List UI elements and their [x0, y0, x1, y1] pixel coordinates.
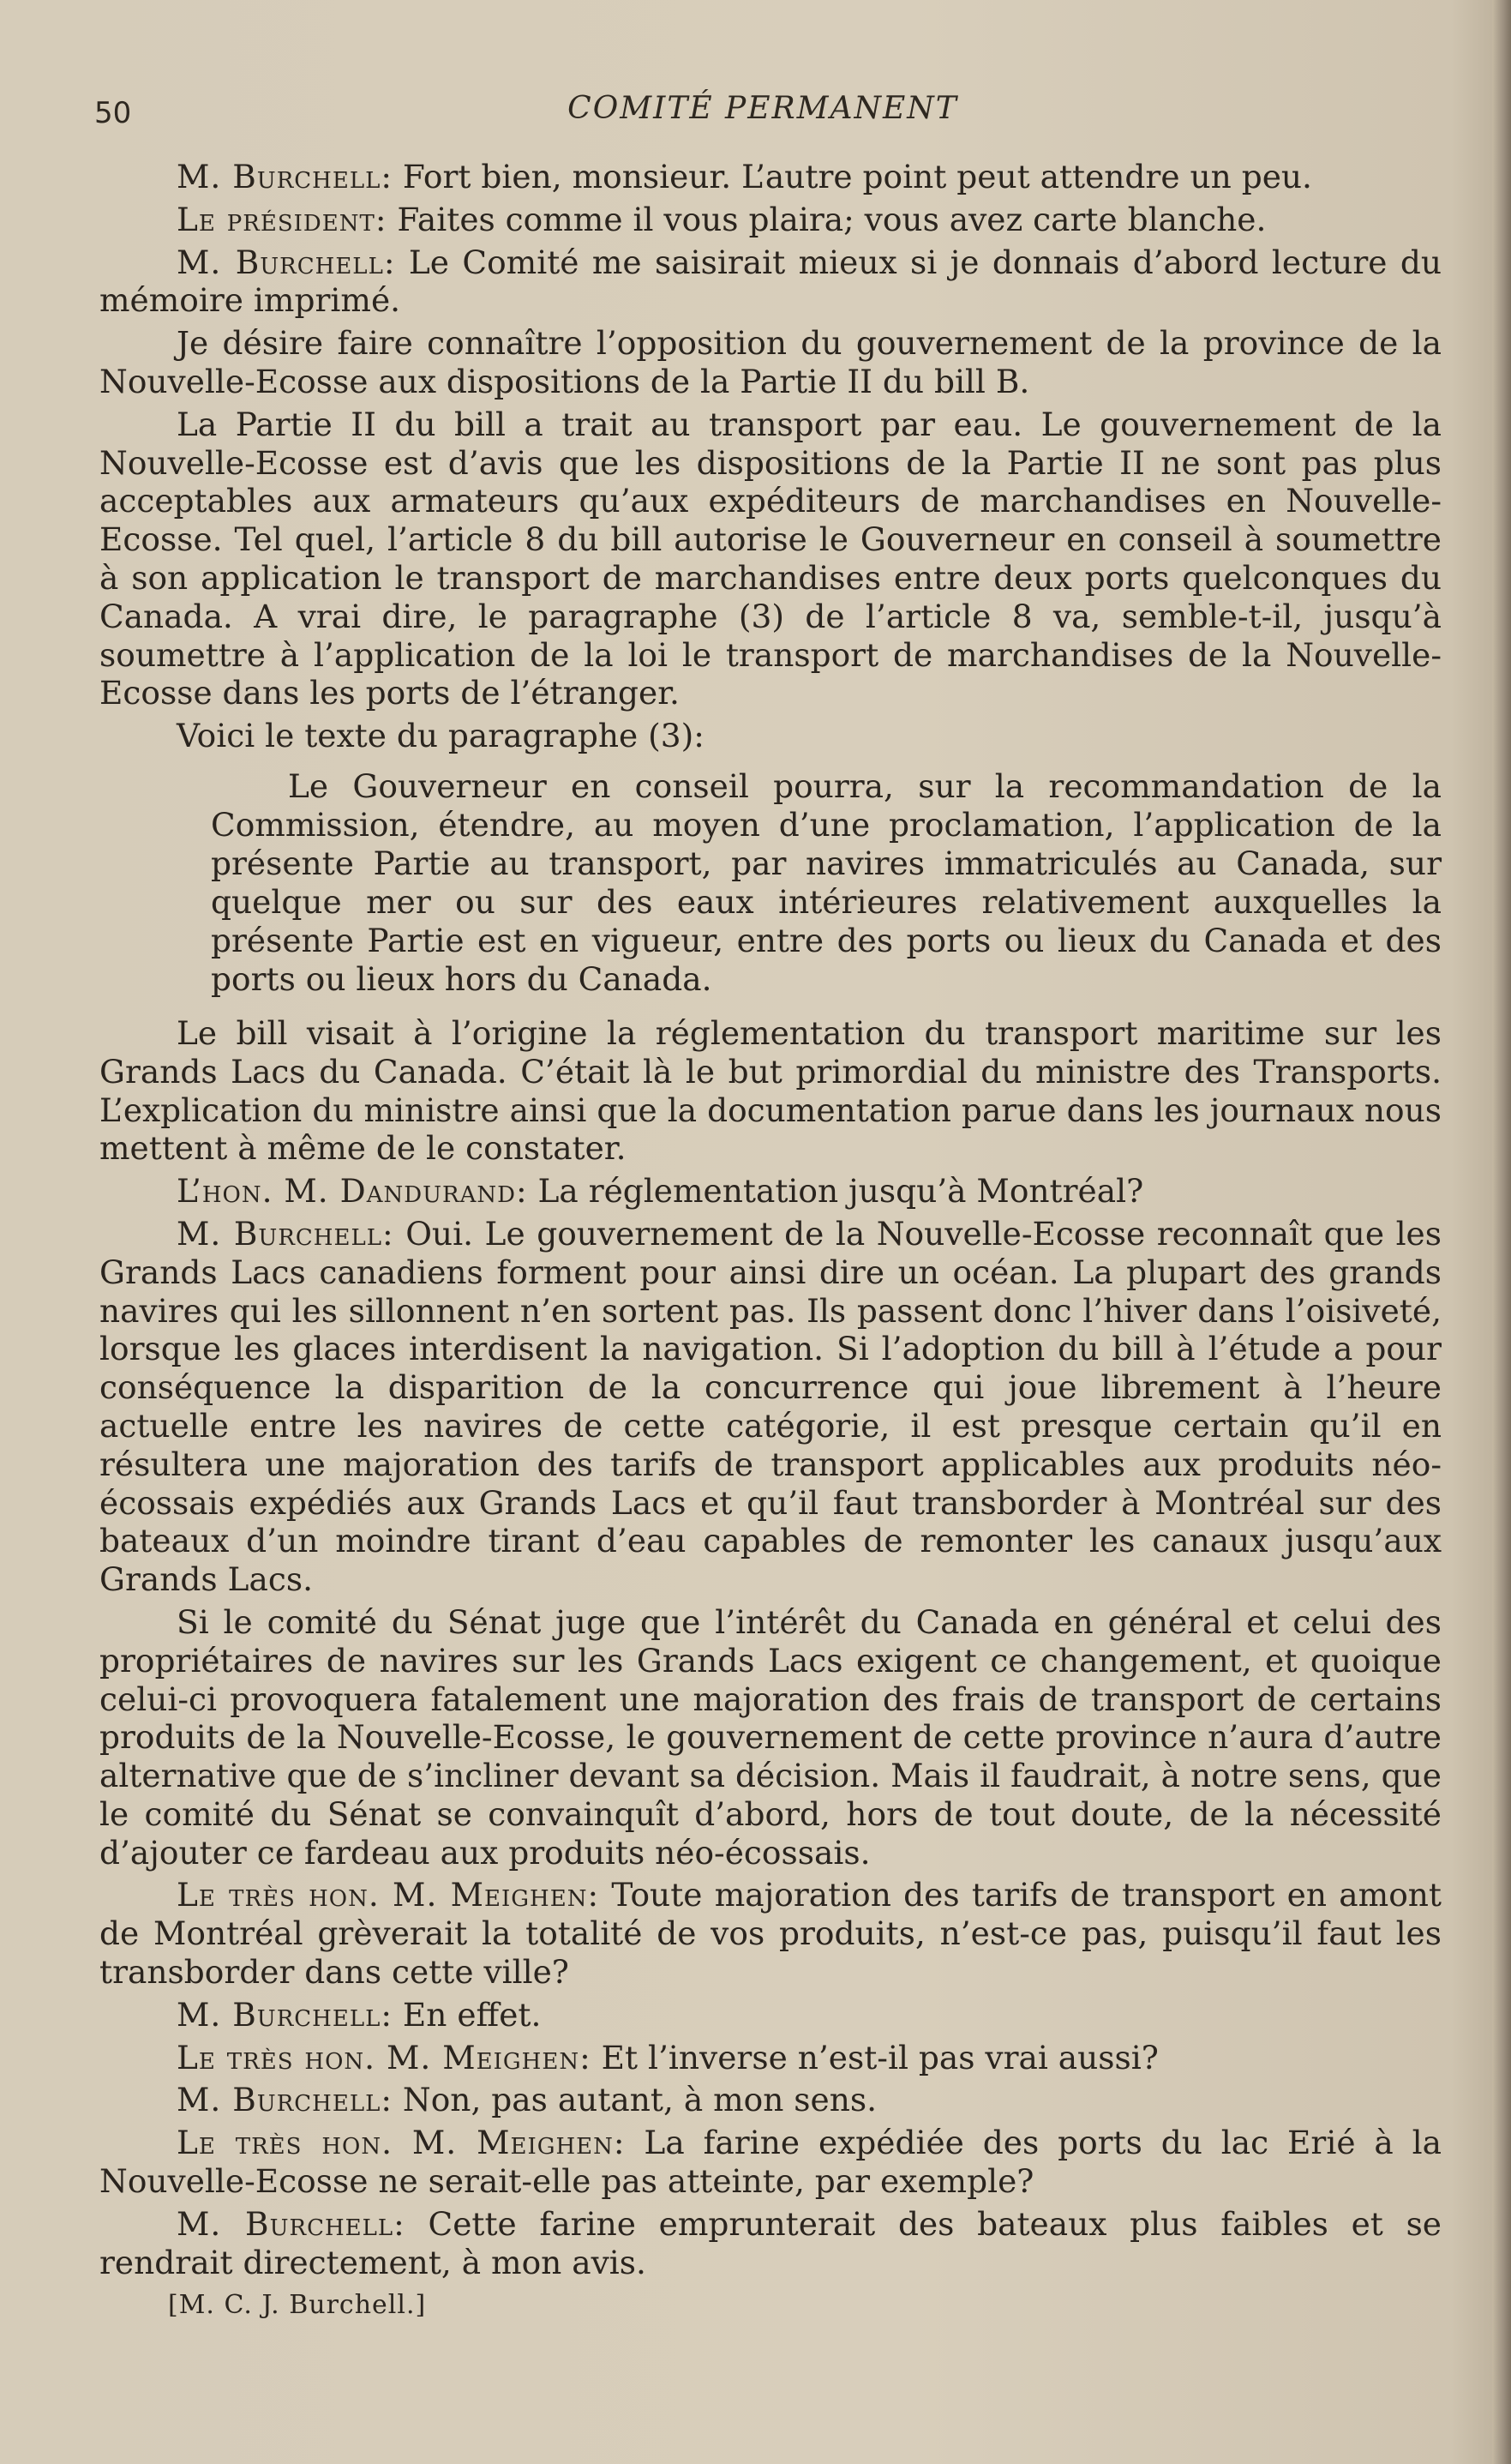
speaker-name: M. Burchell:: [177, 2204, 405, 2243]
speaker-name: M. Burchell:: [177, 158, 393, 195]
speech-text: Oui. Le gouvernement de la Nouvelle-Ecosse reconnaît que les Grands Lacs canadiens forment pour ainsi dire un océan. La plupart des grands navires qui les sillonnent n’en sortent pas. Ils passent donc l’hiver dans l’oisiveté, lorsque les glaces interdisent la navigation. Si l’adoption du bill à l’étude a pour conséquence la disparition de la concurrence qui joue librement à l’heure actuelle entre les navires de cette catégorie, il est presque certain qu’il en résultera une majoration des tarifs de transport applicables aux produits néo-écossais expédiés aux Grands Lacs et qu’il faut transborder à Montréal sur des bateaux d’un moindre tirant d’eau capables de remonter les canaux jusqu’aux Grands Lacs.: [99, 1214, 1442, 1599]
paragraph: [99, 1172, 1442, 1211]
speaker-name: Le très hon. M. Meighen:: [177, 2124, 626, 2162]
paragraph: [99, 2124, 1442, 2201]
speaker-name: L’hon. M. Dandurand:: [177, 1172, 528, 1211]
speaker-name: M. Burchell:: [177, 2081, 393, 2119]
paragraph: [99, 2081, 1442, 2119]
speech-text: La réglementation jusqu’à Montréal?: [527, 1172, 1144, 1211]
speaker-name: M. Burchell:: [177, 1995, 393, 2034]
speaker-name: Le très hon. M. Meighen:: [177, 1876, 600, 1914]
running-head: COMITÉ PERMANENT: [567, 91, 958, 126]
block-quote: Le Gouverneur en conseil pourra, sur la recommandation de la Commission, étendre, au moyen d’une proclamation, l’application de la présente Partie au transport, par navires immatriculés au Canada, sur quelque mer ou sur des eaux intérieures relativement auxquelles la présente Partie est en vigueur, entre des ports ou lieux du Canada et des ports ou lieux hors du Canada.: [211, 766, 1442, 998]
speaker-name: M. Burchell:: [177, 1214, 394, 1253]
paragraph: [99, 1876, 1442, 1991]
paragraph: [99, 1215, 1442, 1599]
page-body: [99, 158, 1442, 2325]
speech-text: Fort bien, monsieur. L’autre point peut attendre un peu.: [393, 158, 1312, 195]
speech-text: Le Comité me saisirait mieux si je donnais d’abord lecture du mémoire imprimé.: [99, 243, 1442, 320]
paragraph: [99, 201, 1442, 239]
speech-text: Non, pas autant, à mon sens.: [393, 2081, 878, 2119]
speaker-signature: [M. C. J. Burchell.]: [168, 2290, 427, 2321]
paragraph: Si le comité du Sénat juge que l’intérêt du Canada en général et celui des propriétaires de navires sur les Grands Lacs exigent ce changement, et quoique celui-ci provoquera fatalement une majoration des frais de transport de certains produits de la Nouvelle-Ecosse, le gouvernement de cette province n’aura d’autre alternative que de s’incliner devant sa décision. Mais il faudrait, à notre sens, que le comité du Sénat se convainquît d’abord, hors de tout doute, de la nécessité d’ajouter ce fardeau aux produits néo-écossais.: [99, 1602, 1442, 1872]
paragraph: Je désire faire connaître l’opposition du gouvernement de la province de la Nouvelle-Ecosse aux dispositions de la Partie II du bill B.: [99, 324, 1442, 400]
speech-text: Et l’inverse n’est-il pas vrai aussi?: [591, 2038, 1159, 2076]
speech-text: Toute majoration des tarifs de transport en amont de Montréal grèverait la totalité de vos produits, n’est-ce pas, puisqu’il faut les transborder dans cette ville?: [99, 1876, 1442, 1992]
paragraph: Voici le texte du paragraphe (3):: [177, 717, 705, 755]
paragraph: Le bill visait à l’origine la réglementation du transport maritime sur les Grands Lacs du Canada. C’était là le but primordial du ministre des Transports. L’explication du ministre ainsi que la documentation parue dans les journaux nous mettent à même de le constater.: [99, 1013, 1442, 1168]
paragraph: [99, 243, 1442, 321]
speaker-name: M. Burchell:: [177, 243, 396, 281]
speech-text: Faites comme il vous plaira; vous avez carte blanche.: [387, 200, 1267, 238]
speech-text: Cette farine emprunterait des bateaux plus faibles et se rendrait directement, à mon avis.: [99, 2204, 1442, 2281]
page-edge: [1492, 0, 1511, 2464]
paragraph: [99, 158, 1442, 196]
page-header: [94, 89, 1431, 141]
speaker-name: Le président:: [177, 200, 387, 238]
page-number: 50: [94, 96, 132, 130]
speech-text: La farine expédiée des ports du lac Erié à la Nouvelle-Ecosse ne serait-elle pas atteinte, par exemple?: [99, 2124, 1442, 2201]
paragraph: [99, 2205, 1442, 2282]
paragraph: [99, 2039, 1442, 2077]
paragraph: [99, 1996, 1442, 2034]
paragraph: La Partie II du bill a trait au transport par eau. Le gouvernement de la Nouvelle-Ecosse est d’avis que les dispositions de la Partie II ne sont pas plus acceptables aux armateurs qu’aux expéditeurs de marchandises en Nouvelle-Ecosse. Tel quel, l’article 8 du bill autorise le Gouverneur en conseil à soumettre à son application le transport de marchandises entre deux ports quelconques du Canada. A vrai dire, le paragraphe (3) de l’article 8 va, semble-t-il, jusqu’à soumettre à l’application de la loi le transport de marchandises de la Nouvelle-Ecosse dans les ports de l’étranger.: [99, 405, 1442, 712]
speech-text: En effet.: [393, 1995, 542, 2034]
speaker-name: Le très hon. M. Meighen:: [177, 2038, 591, 2076]
